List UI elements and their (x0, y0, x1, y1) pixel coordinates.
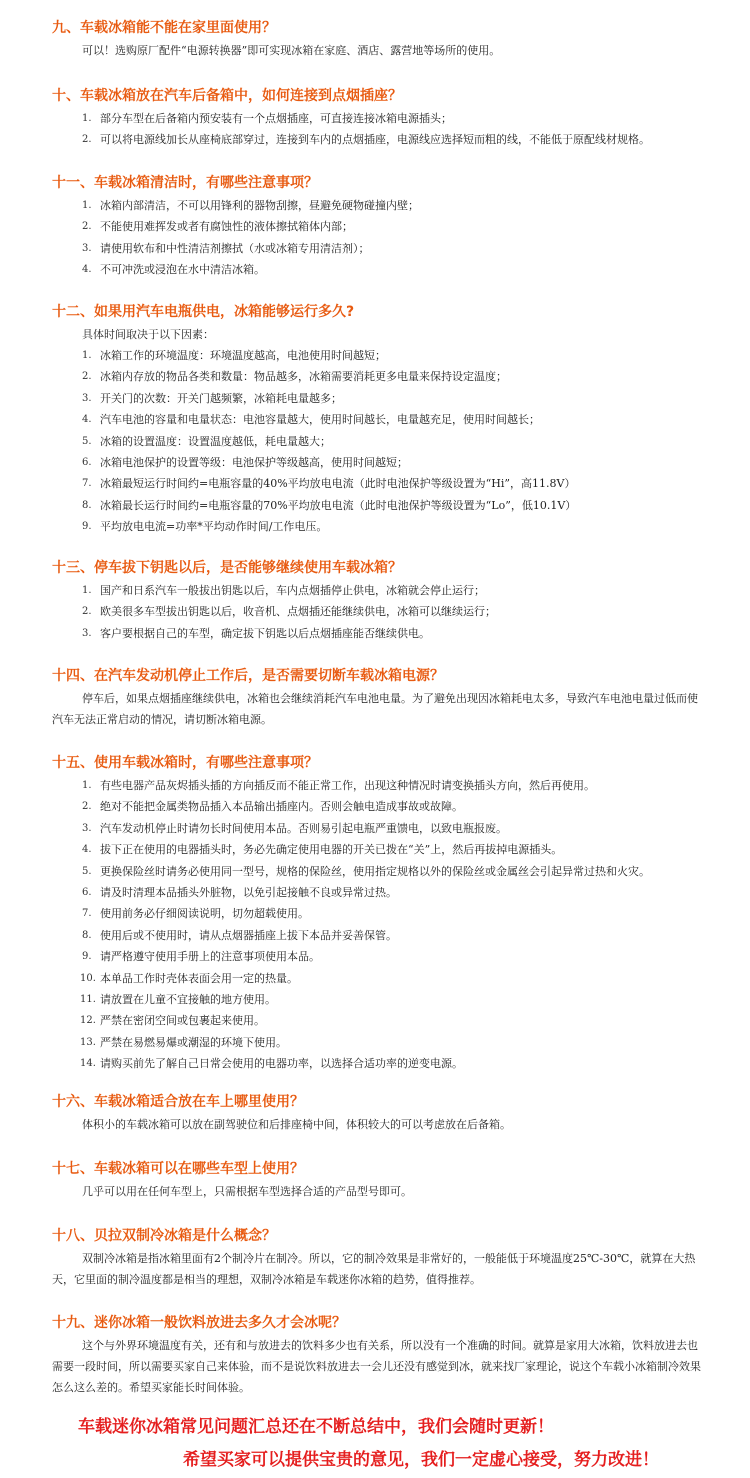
list-item (52, 431, 702, 452)
item-number: 2. (82, 606, 92, 618)
item-number: 13. (80, 1036, 96, 1048)
list-item (52, 452, 702, 473)
item-text: 本单品工作时壳体表面会用一定的热量。 (100, 971, 298, 985)
item-number: 5. (82, 435, 92, 447)
section-title: 十六、车载冰箱适合放在车上哪里使用？ (52, 1094, 304, 1110)
footer-update-notice: 车载迷你冰箱常见问题汇总还在不断总结中，我们会随时更新！ (78, 1417, 554, 1437)
list-item (52, 989, 702, 1010)
list-item (52, 968, 702, 989)
item-text: 冰箱最短运行时间约=电瓶容量的40%平均放电电流（此时电池保护等级设置为“Hi”，高11.8V） (100, 477, 576, 491)
item-list (52, 195, 702, 281)
list-item (52, 818, 702, 839)
item-list (52, 580, 702, 644)
list-item (52, 1032, 702, 1053)
item-number: 2. (82, 134, 92, 146)
list-item (52, 388, 702, 409)
section-title: 十七、车载冰箱可以在哪些车型上使用？ (52, 1161, 304, 1177)
item-text: 不能使用难挥发或者有腐蚀性的液体擦拭箱体内部； (100, 220, 353, 234)
section-title: 十二、如果用汽车电瓶供电，冰箱能够运行多久? (52, 304, 355, 320)
item-text: 国产和日系汽车一般拔出钥匙以后，车内点烟插停止供电，冰箱就会停止运行； (100, 584, 485, 597)
list-item (52, 601, 702, 622)
item-text: 使用后或不使用时，请从点烟器插座上拔下本品并妥善保管。 (100, 928, 397, 942)
item-text: 冰箱内部清洁，不可以用锋利的器物刮擦，昼避免硬物碰撞内壁； (100, 199, 419, 212)
list-item (52, 839, 702, 860)
list-item (52, 775, 702, 796)
item-number: 2. (82, 371, 92, 383)
item-text: 严禁在易燃易爆或潮湿的环境下使用。 (100, 1035, 287, 1049)
list-item (52, 861, 702, 882)
item-number: 4. (82, 844, 92, 856)
item-number: 2. (82, 221, 92, 233)
item-text: 冰箱内存放的物品各类和数量：物品越多，冰箱需要消耗更多电量来保持设定温度； (100, 370, 507, 384)
list-item (52, 796, 702, 817)
item-number: 1. (82, 780, 92, 791)
item-number: 1. (82, 585, 92, 596)
item-number: 9. (82, 951, 92, 963)
item-list (52, 345, 702, 538)
item-text: 开关门的次数：开关门越频繁，冰箱耗电量越多； (100, 391, 342, 405)
item-number: 3. (82, 242, 92, 254)
item-number: 8. (82, 499, 92, 511)
item-text: 可以将电源线加长从座椅底部穿过，连接到车内的点烟插座，电源线应选择短而粗的线，不能低于原配线材规格。 (100, 133, 650, 147)
item-text: 不可冲洗或浸泡在水中清洁冰箱。 (100, 263, 265, 277)
item-number: 10. (80, 972, 96, 984)
list-item (52, 946, 702, 967)
section-19 (52, 1311, 702, 1398)
item-number: 1. (82, 200, 92, 211)
item-text: 绝对不能把金属类物品插入本品输出插座内。否则会触电造成事故或故障。 (100, 800, 463, 814)
list-item (52, 129, 702, 150)
list-item (52, 259, 702, 280)
section-title: 十九、迷你冰箱一般饮料放进去多久才会冰呢？ (52, 1315, 346, 1331)
item-text: 更换保险丝时请务必使用同一型号，规格的保险丝，使用指定规格以外的保险丝或金属丝会引起异常过热和火灾。 (100, 864, 650, 878)
section-13 (52, 556, 702, 644)
item-text: 汽车电池的容量和电量状态：电池容量越大，使用时间越长，电量越充足，使用时间越长； (100, 413, 540, 427)
item-number: 6. (82, 886, 92, 898)
section-10 (52, 84, 702, 151)
section-paragraph: 这个与外界环境温度有关，还有和与放进去的饮料多少也有关系，所以没有一个准确的时间。就算是家用大冰箱，饮料放进去也需要一段时间，所以需要买家自己来体验，而不是说饮料放进去一会儿还没有感觉到冰，就来找厂家理论，说这个车载小冰箱制冷效果怎么这么差的。希望买家能长时间体验。 (52, 1339, 701, 1394)
item-text: 部分车型在后备箱内预安装有一个点烟插座，可直接连接冰箱电源插头； (100, 112, 452, 125)
item-text: 平均放电电流=功率*平均动作时间/工作电压。 (100, 520, 328, 534)
item-list (52, 108, 702, 151)
item-number: 2. (82, 801, 92, 813)
list-item (52, 882, 702, 903)
item-number: 1. (82, 350, 92, 361)
list-item (52, 195, 702, 216)
section-paragraph: 体积小的车载冰箱可以放在副驾驶位和后排座椅中间，体积较大的可以考虑放在后备箱。 (82, 1118, 511, 1131)
list-item (52, 903, 702, 924)
section-intro: 具体时间取决于以下因素： (82, 328, 214, 341)
item-text: 冰箱电池保护的设置等级：电池保护等级越高，使用时间越短； (100, 455, 408, 469)
item-list (52, 775, 702, 1074)
item-number: 12. (80, 1015, 96, 1027)
section-14 (52, 664, 702, 730)
item-number: 1. (82, 113, 92, 124)
list-item (52, 108, 702, 129)
list-item (52, 516, 702, 537)
item-text: 请购买前先了解自己日常会使用的电器功率，以选择合适功率的逆变电源。 (100, 1057, 463, 1071)
section-title: 十四、在汽车发动机停止工作后，是否需要切断车载冰箱电源？ (52, 668, 444, 684)
item-number: 5. (82, 865, 92, 877)
item-text: 拔下正在使用的电器插头时，务必先确定使用电器的开关已拨在“关”上，然后再拔掉电源插头。 (100, 843, 563, 857)
footer-feedback-notice: 希望买家可以提供宝贵的意见，我们一定虚心接受，努力改进！ (183, 1450, 659, 1470)
section-title: 十三、停车拔下钥匙以后，是否能够继续使用车载冰箱？ (52, 560, 402, 576)
section-title: 九、车载冰箱能不能在家里面使用？ (52, 20, 276, 36)
list-item (52, 1053, 702, 1074)
item-text: 请严格遵守使用手册上的注意事项使用本品。 (100, 950, 320, 964)
list-item (52, 1010, 702, 1031)
item-number: 4. (82, 264, 92, 276)
list-item (52, 409, 702, 430)
item-text: 有些电器产品灰烬插头插的方向插反而不能正常工作，出现这种情况时请变换插头方向，然后再使用。 (100, 779, 595, 792)
list-item (52, 623, 702, 644)
section-title: 十、车载冰箱放在汽车后备箱中，如何连接到点烟插座？ (52, 88, 402, 104)
list-item (52, 216, 702, 237)
section-11 (52, 171, 702, 281)
item-number: 4. (82, 414, 92, 426)
list-item (52, 580, 702, 601)
list-item (52, 495, 702, 516)
item-text: 严禁在密闭空间或包裹起来使用。 (100, 1014, 265, 1028)
item-text: 冰箱工作的环境温度：环境温度越高，电池使用时间越短； (100, 349, 386, 362)
item-text: 冰箱的设置温度：设置温度越低，耗电量越大； (100, 434, 331, 448)
section-title: 十一、车载冰箱清洁时，有哪些注意事项？ (52, 175, 318, 191)
item-text: 请使用软布和中性清洁剂擦拭（水或冰箱专用清洁剂）； (100, 241, 370, 255)
list-item (52, 366, 702, 387)
item-text: 汽车发动机停止时请勿长时间使用本品。否则易引起电瓶严重馈电，以致电瓶报废。 (100, 821, 507, 835)
list-item (52, 925, 702, 946)
section-title: 十五、使用车载冰箱时，有哪些注意事项？ (52, 755, 318, 771)
item-number: 3. (82, 627, 92, 639)
section-12 (52, 300, 702, 538)
item-number: 3. (82, 822, 92, 834)
item-text: 冰箱最长运行时间约=电瓶容量的70%平均放电电流（此时电池保护等级设置为“Lo”，低10.1V） (100, 498, 577, 512)
section-paragraph: 停车后，如果点烟插座继续供电，冰箱也会继续消耗汽车电池电量。为了避免出现因冰箱耗电太多，导致汽车电池电量过低而使汽车无法正常启动的情况，请切断冰箱电源。 (52, 692, 698, 726)
item-number: 8. (82, 929, 92, 941)
section-paragraph: 双制冷冰箱是指冰箱里面有2个制冷片在制冷。所以，它的制冷效果是非常好的，一般能低于环境温度25℃-30℃，就算在大热天，它里面的制冷温度都是相当的理想，双制冷冰箱是车载迷你冰箱的趋势，值得推荐。 (52, 1252, 696, 1286)
item-text: 客户要根据自己的车型，确定拔下钥匙以后点烟插座能否继续供电。 (100, 626, 430, 640)
item-text: 请及时清理本品插头外脏物，以免引起接触不良或异常过热。 (100, 885, 397, 899)
section-9 (52, 16, 702, 61)
section-title: 十八、贝拉双制冷冰箱是什么概念？ (52, 1228, 276, 1244)
item-number: 7. (82, 478, 92, 490)
section-paragraph: 可以！选购原厂配件“电源转换器”即可实现冰箱在家庭、酒店、露营地等场所的使用。 (82, 44, 501, 57)
section-18 (52, 1224, 702, 1290)
item-number: 9. (82, 521, 92, 533)
section-16 (52, 1090, 702, 1135)
list-item (52, 473, 702, 494)
item-text: 使用前务必仔细阅读说明，切勿超载使用。 (100, 907, 309, 921)
item-number: 3. (82, 392, 92, 404)
list-item (52, 238, 702, 259)
item-text: 请放置在儿童不宜接触的地方使用。 (100, 992, 276, 1006)
list-item (52, 345, 702, 366)
item-number: 6. (82, 456, 92, 468)
item-number: 11. (80, 993, 96, 1005)
section-paragraph: 几乎可以用在任何车型上，只需根据车型选择合适的产品型号即可。 (82, 1185, 412, 1198)
item-number: 7. (82, 908, 92, 920)
item-number: 14. (80, 1058, 96, 1070)
item-text: 欧美很多车型拔出钥匙以后，收音机、点烟插还能继续供电，冰箱可以继续运行； (100, 605, 496, 619)
section-15 (52, 751, 702, 1074)
section-17 (52, 1157, 702, 1202)
